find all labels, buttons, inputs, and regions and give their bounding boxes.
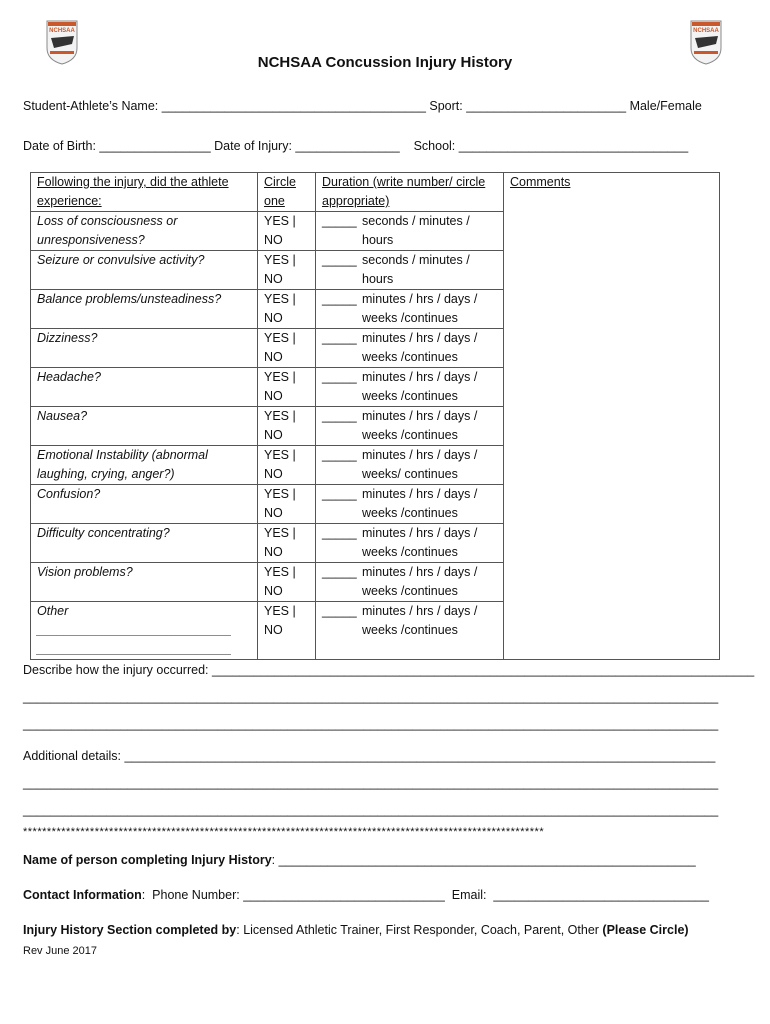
duration-cell[interactable] (316, 407, 504, 446)
yes-no-choice[interactable]: YES | NO (258, 212, 316, 251)
additional-blank-line-2[interactable]: ____________________________________________________________________________________________________ (23, 803, 719, 817)
completed-by-line[interactable] (23, 923, 689, 937)
duration-units: minutes / hrs / days / weeks /continues (362, 292, 478, 325)
question-header: Following the injury, did the athlete experience: (31, 173, 258, 212)
form-title: NCHSAA Concussion Injury History (257, 54, 513, 71)
duration-blank: _____ (322, 409, 357, 423)
describe-blank-line-2[interactable]: ____________________________________________________________________________________________________ (23, 717, 719, 731)
duration-cell[interactable] (316, 368, 504, 407)
duration-blank: _____ (322, 253, 357, 267)
yes-no-choice[interactable]: YES | NO (258, 446, 316, 485)
duration-blank: _____ (322, 331, 357, 345)
completed-note: (Please Circle) (602, 923, 689, 937)
symptom-question: Dizziness? (31, 329, 258, 368)
table-header-row (31, 173, 720, 212)
duration-units: minutes / hrs / days / weeks /continues (362, 331, 478, 364)
completed-label: Injury History Section completed by (23, 923, 237, 937)
duration-cell[interactable] (316, 602, 504, 660)
duration-cell[interactable] (316, 251, 504, 290)
duration-units: minutes / hrs / days / weeks /continues (362, 604, 478, 637)
comments-header: Comments (510, 175, 571, 189)
completed-options: : Licensed Athletic Trainer, First Responder, Coach, Parent, Other (236, 923, 603, 937)
separator-stars: ************************************************************************************************************* (23, 826, 545, 838)
duration-cell[interactable] (316, 524, 504, 563)
svg-text:NCHSAA: NCHSAA (49, 28, 75, 34)
symptom-question: Seizure or convulsive activity? (31, 251, 258, 290)
duration-units: minutes / hrs / days / weeks /continues (362, 526, 478, 559)
additional-details-line[interactable]: Additional details: _____________________________________________________________________________________ (23, 749, 716, 763)
revision-date: Rev June 2017 (23, 945, 97, 957)
symptom-question: Emotional Instability (abnormal laughing, crying, anger?) (31, 446, 258, 485)
yes-no-choice[interactable]: YES | NO (258, 290, 316, 329)
yes-no-choice[interactable]: YES | NO (258, 329, 316, 368)
duration-blank: _____ (322, 214, 357, 228)
duration-cell[interactable] (316, 329, 504, 368)
duration-units: minutes / hrs / days / weeks /continues (362, 370, 478, 403)
symptom-question: Confusion? (31, 485, 258, 524)
additional-blank-line-1[interactable]: ____________________________________________________________________________________________________ (23, 776, 719, 790)
yes-no-choice[interactable]: YES | NO (258, 368, 316, 407)
student-name-sport-line[interactable]: Student-Athlete’s Name: ______________________________________ Sport: _______________________ Male/Female (23, 99, 702, 113)
person-completing-line[interactable] (23, 853, 696, 867)
yes-no-choice[interactable]: YES | NO (258, 407, 316, 446)
duration-blank: _____ (322, 604, 357, 618)
symptom-question: Balance problems/unsteadiness? (31, 290, 258, 329)
yes-no-choice[interactable]: YES | NO (258, 524, 316, 563)
describe-blank-line-1[interactable]: ____________________________________________________________________________________________________ (23, 690, 719, 704)
circle-header: Circle one (258, 173, 316, 212)
duration-units: seconds / minutes / hours (362, 214, 470, 247)
duration-units: minutes / hrs / days / weeks/ continues (362, 448, 478, 481)
symptom-table (30, 172, 720, 660)
duration-units: minutes / hrs / days / weeks /continues (362, 409, 478, 442)
duration-cell[interactable] (316, 290, 504, 329)
symptom-question: Loss of consciousness or unresponsiveness? (31, 212, 258, 251)
contact-label: Contact Information (23, 888, 142, 902)
duration-cell[interactable] (316, 212, 504, 251)
duration-header: Duration (write number/ circle appropriate) (316, 173, 504, 212)
contact-blank: : Phone Number: _____________________________ Email: _______________________________ (141, 888, 709, 902)
duration-cell[interactable] (316, 563, 504, 602)
yes-no-choice[interactable]: YES | NO (258, 602, 316, 660)
duration-blank: _____ (322, 448, 357, 462)
contact-info-line[interactable] (23, 888, 709, 902)
duration-blank: _____ (322, 487, 357, 501)
yes-no-choice[interactable]: YES | NO (258, 563, 316, 602)
symptom-question: Difficulty concentrating? (31, 524, 258, 563)
duration-units: seconds / minutes / hours (362, 253, 470, 286)
describe-injury-line[interactable]: Describe how the injury occurred: ______________________________________________________________________________ (23, 663, 755, 677)
symptom-question: Nausea? (31, 407, 258, 446)
duration-blank: _____ (322, 565, 357, 579)
dob-injury-school-line[interactable]: Date of Birth: ________________ Date of Injury: _______________ School: _________________________________ (23, 139, 689, 153)
duration-blank: _____ (322, 292, 357, 306)
duration-units: minutes / hrs / days / weeks /continues (362, 487, 478, 520)
symptom-question: Other ____________________________ ____________________________ (31, 602, 258, 660)
person-blank: : ____________________________________________________________ (271, 853, 696, 867)
duration-blank: _____ (322, 370, 357, 384)
symptom-question: Vision problems? (31, 563, 258, 602)
yes-no-choice[interactable]: YES | NO (258, 485, 316, 524)
symptom-question: Headache? (31, 368, 258, 407)
yes-no-choice[interactable]: YES | NO (258, 251, 316, 290)
svg-text:NCHSAA: NCHSAA (693, 28, 719, 34)
comments-column[interactable] (504, 173, 720, 660)
duration-units: minutes / hrs / days / weeks /continues (362, 565, 478, 598)
person-label: Name of person completing Injury History (23, 853, 272, 867)
duration-cell[interactable] (316, 446, 504, 485)
duration-blank: _____ (322, 526, 357, 540)
duration-cell[interactable] (316, 485, 504, 524)
